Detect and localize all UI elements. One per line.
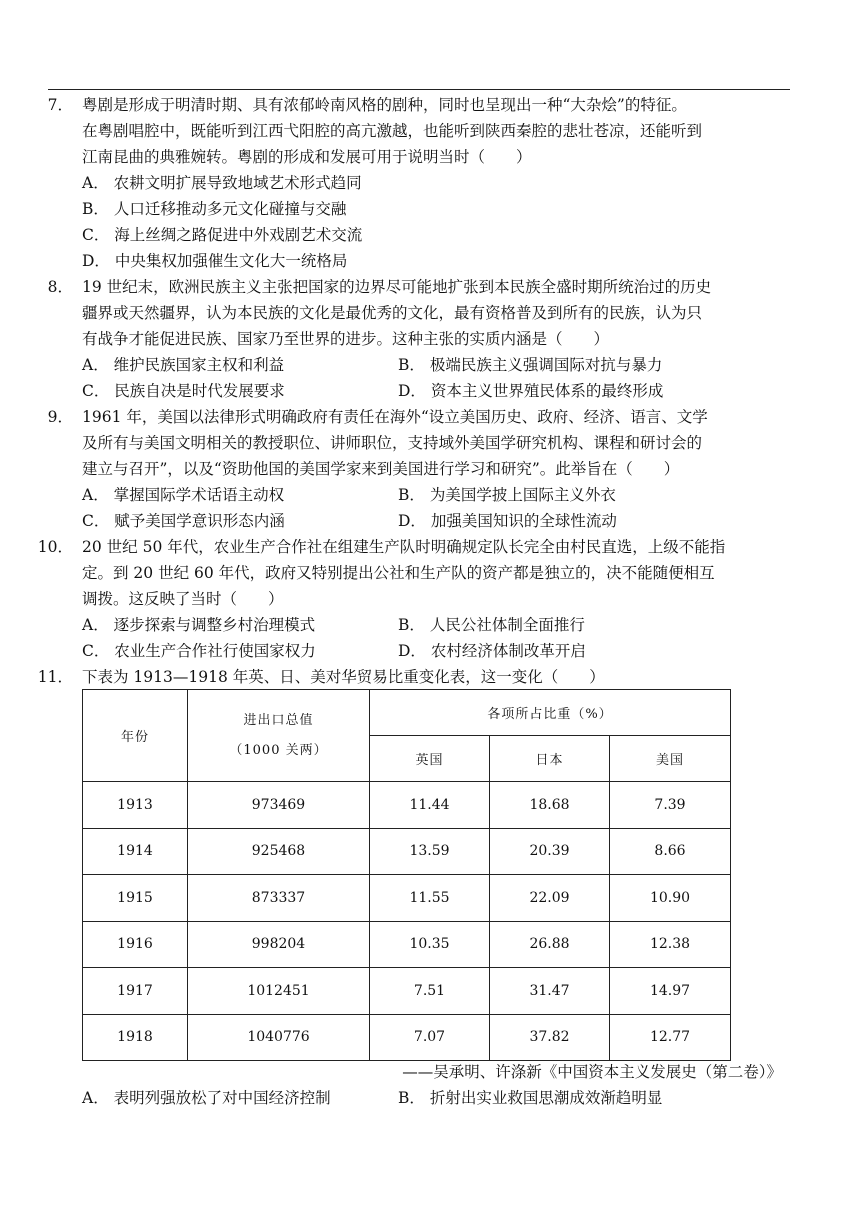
question-number: 9． [47,408,73,426]
table-cell: 18.68 [490,782,610,829]
option-c: C． 民族自决是时代发展要求 [82,382,285,400]
option-b: B． 人口迁移推动多元文化碰撞与交融 [82,200,347,218]
table-cell: 31.47 [490,968,610,1015]
table-cell: 37.82 [490,1014,610,1061]
table-row [83,828,731,875]
header-share: 各项所占比重（%） [370,690,731,736]
table-cell: 1916 [83,921,188,968]
option-b: B． 折射出实业救国思潮成效渐趋明显 [398,1089,663,1107]
question-text-line: 有战争才能促进民族、国家乃至世界的进步。这种主张的实质内涵是（ ） [82,330,610,348]
header-total [188,690,370,782]
question-text-line: 粤剧是形成于明清时期、具有浓郁岭南风格的剧种，同时也呈现出一种“大杂烩”的特征。 [82,96,687,114]
option-b: B． 为美国学披上国际主义外衣 [398,486,616,504]
option-c: C． 海上丝绸之路促进中外戏剧艺术交流 [82,226,363,244]
table-cell: 20.39 [490,828,610,875]
table-cell: 22.09 [490,875,610,922]
question-number: 8． [47,278,73,296]
option-a: A． 掌握国际学术话语主动权 [82,486,285,504]
question-text-line: 在粤剧唱腔中，既能听到江西弋阳腔的高亢激越，也能听到陕西秦腔的悲壮苍凉，还能听到 [82,122,703,140]
option-c: C． 农业生产合作社行使国家权力 [82,642,316,660]
question-number: 7． [47,96,73,114]
table-source: ——吴承明、许涤新《中国资本主义发展史（第二卷）》 [402,1063,782,1081]
option-a: A． 维护民族国家主权和利益 [82,356,285,374]
table-cell: 11.44 [370,782,490,829]
header-total-line-2: （1000 关两） [229,742,328,758]
table-cell: 1913 [83,782,188,829]
option-b: B． 极端民族主义强调国际对抗与暴力 [398,356,663,374]
question-text-line: 江南昆曲的典雅婉转。粤剧的形成和发展可用于说明当时（ ） [82,148,532,166]
question-text-line: 下表为 1913—1918 年英、日、美对华贸易比重变化表，这一变化（ ） [82,668,605,686]
table-cell: 1012451 [188,968,370,1015]
option-d: D． 农村经济体制改革开启 [398,642,586,660]
question-text-line: 20 世纪 50 年代，农业生产合作社在组建生产队时明确规定队长完全由村民直选，上级不能指 [82,538,726,556]
question-text-line: 疆界或天然疆界，认为本民族的文化是最优秀的文化，最有资格普及到所有的民族，认为只 [82,304,703,322]
table-cell: 10.90 [610,875,731,922]
option-d: D． 加强美国知识的全球性流动 [398,512,617,530]
table-cell: 7.51 [370,968,490,1015]
option-d: D． 资本主义世界殖民体系的最终形成 [398,382,664,400]
option-a: A． 逐步探索与调整乡村治理模式 [82,616,316,634]
table-cell: 1040776 [188,1014,370,1061]
table-row [83,968,731,1015]
question-number: 10． [37,538,73,556]
table-cell: 13.59 [370,828,490,875]
table-cell: 7.39 [610,782,731,829]
question-text-line: 1961 年，美国以法律形式明确政府有责任在海外“设立美国历史、政府、经济、语言、文学 [82,408,708,426]
table-cell: 26.88 [490,921,610,968]
question-number: 11． [37,668,73,686]
table-cell: 1915 [83,875,188,922]
table-cell: 10.35 [370,921,490,968]
question-text-line: 定。到 20 世纪 60 年代，政府又特别提出公社和生产队的资产都是独立的，决不能随便相互 [82,564,715,582]
option-b: B． 人民公社体制全面推行 [398,616,585,634]
header-us: 美国 [610,736,731,782]
table-row [83,1014,731,1061]
table-cell: 14.97 [610,968,731,1015]
header-rule [48,89,790,90]
table-cell: 12.77 [610,1014,731,1061]
table-cell: 11.55 [370,875,490,922]
table-row [83,921,731,968]
option-a: A． 农耕文明扩展导致地域艺术形式趋同 [82,174,362,192]
option-c: C． 赋予美国学意识形态内涵 [82,512,285,530]
table-row [83,782,731,829]
header-year: 年份 [83,690,188,782]
question-text-line: 及所有与美国文明相关的教授职位、讲师职位，支持域外美国学研究机构、课程和研讨会的 [82,434,703,452]
table-cell: 1918 [83,1014,188,1061]
table-row [83,875,731,922]
question-text-line: 建立与召开”，以及“资助他国的美国学家来到美国进行学习和研究”。此举旨在（ ） [82,460,680,478]
question-text-line: 调拨。这反映了当时（ ） [82,590,284,608]
table-cell: 1917 [83,968,188,1015]
table-cell: 973469 [188,782,370,829]
header-uk: 英国 [370,736,490,782]
table-cell: 925468 [188,828,370,875]
option-d: D． 中央集权加强催生文化大一统格局 [82,252,348,270]
trade-share-table [82,689,731,1061]
option-a: A． 表明列强放松了对中国经济控制 [82,1089,331,1107]
table-cell: 873337 [188,875,370,922]
question-text-line: 19 世纪末，欧洲民族主义主张把国家的边界尽可能地扩张到本民族全盛时期所统治过的历史 [82,278,712,296]
header-japan: 日本 [490,736,610,782]
table-cell: 7.07 [370,1014,490,1061]
header-total-line-1: 进出口总值 [243,712,314,728]
table-cell: 1914 [83,828,188,875]
table-cell: 8.66 [610,828,731,875]
table-cell: 12.38 [610,921,731,968]
table-cell: 998204 [188,921,370,968]
